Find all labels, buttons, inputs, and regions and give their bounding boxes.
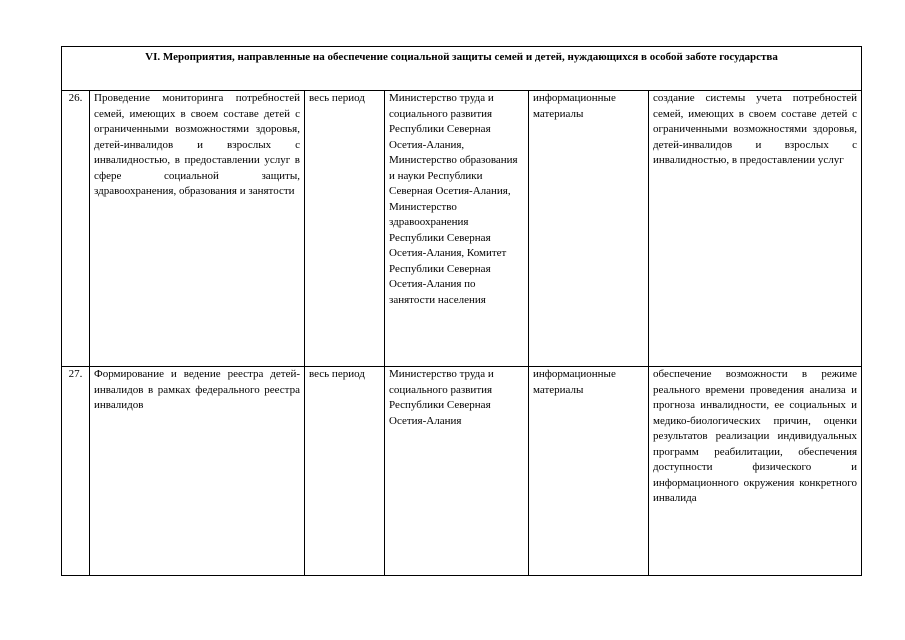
executor-cell: Министерство труда и социального развития Республики Северная Осетия-Алания, Министерство образования и науки Республики Северная Осетия-Алания, Министерство здравоохранения Республики Северная Осетия-Алания, Комитет Республики Северная Осетия-Алания по занятости населения — [385, 91, 529, 367]
result-cell: создание системы учета потребностей семей, имеющих в своем составе детей с ограниченными возможностями здоровья, детей-инвалидов и взрослых с инвалидностью, в предоставлении услуг — [649, 91, 862, 367]
measures-table — [61, 46, 862, 576]
form-cell: информационные материалы — [529, 367, 649, 576]
table-row — [62, 91, 862, 367]
form-cell: информационные материалы — [529, 91, 649, 367]
activity-cell: Формирование и ведение реестра детей-инвалидов в рамках федерального реестра инвалидов — [90, 367, 305, 576]
period-cell: весь период — [305, 91, 385, 367]
section-title: VI. Мероприятия, направленные на обеспечение социальной защиты семей и детей, нуждающихся в особой заботе государства — [62, 47, 862, 91]
row-number: 27. — [62, 367, 90, 576]
row-number: 26. — [62, 91, 90, 367]
executor-cell: Министерство труда и социального развития Республики Северная Осетия-Алания — [385, 367, 529, 576]
result-cell: обеспечение возможности в режиме реального времени проведения анализа и прогноза инвалидности, ее социальных и медико-биологических причин, оценки результатов реализации индивидуальных программ реабилитации, обеспечения доступности физического и информационного окружения конкретного инвалида — [649, 367, 862, 576]
section-header-row — [62, 47, 862, 91]
table-row — [62, 367, 862, 576]
period-cell: весь период — [305, 367, 385, 576]
activity-cell: Проведение мониторинга потребностей семей, имеющих в своем составе детей с ограниченными возможностями здоровья, детей-инвалидов и взрослых с инвалидностью, в предоставлении услуг в сфере социальной защиты, здравоохранения, образования и занятости — [90, 91, 305, 367]
